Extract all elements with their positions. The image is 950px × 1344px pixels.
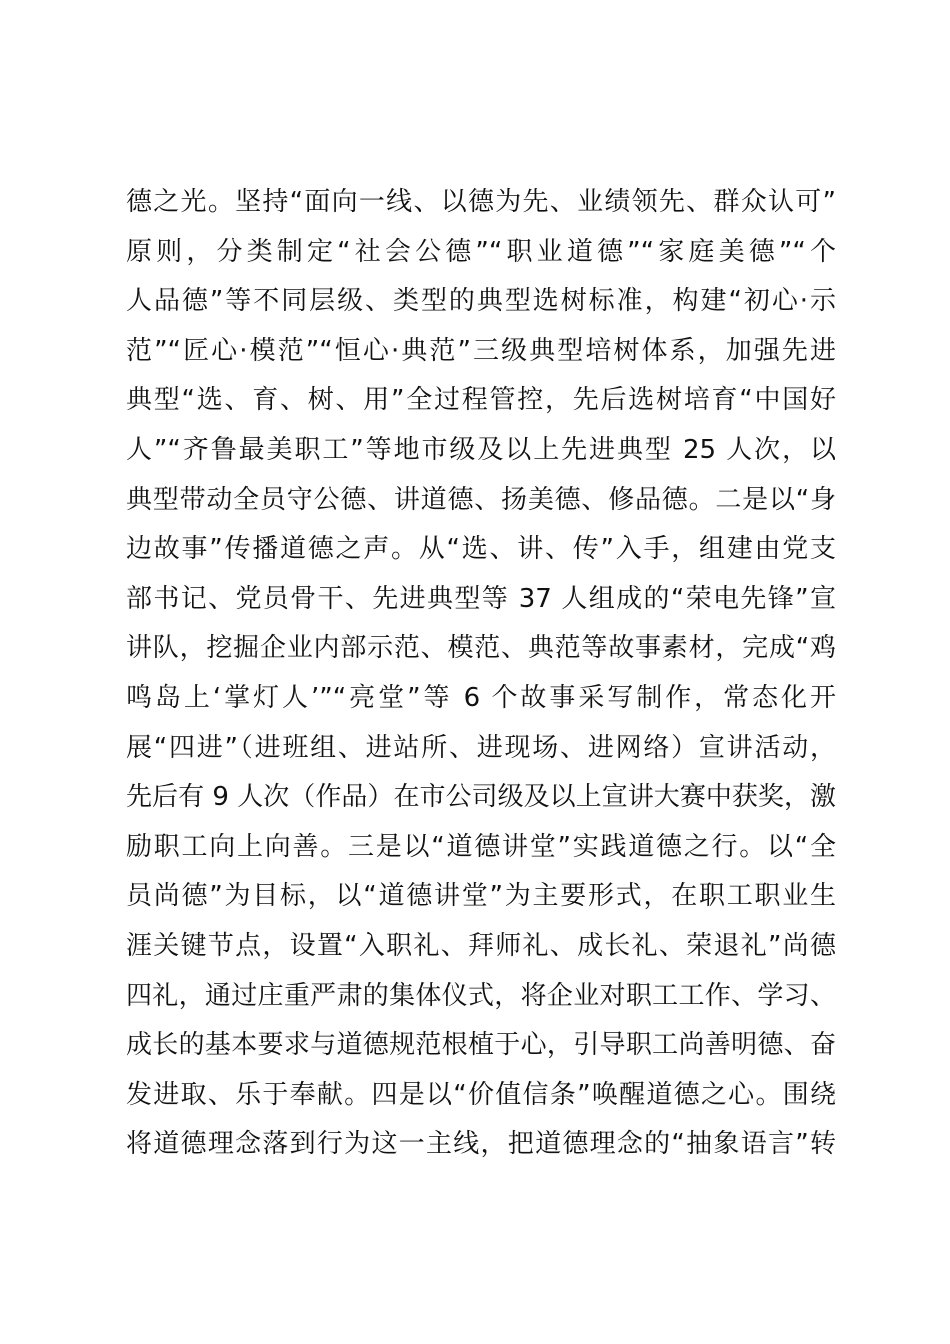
- text-line: 讲队，挖掘企业内部示范、模范、典范等故事素材，完成“鸡: [126, 633, 836, 664]
- text-line: 员尚德”为目标，以“道德讲堂”为主要形式，在职工职业生: [126, 881, 836, 912]
- text-line: 成长的基本要求与道德规范根植于心，引导职工尚善明德、奋: [126, 1030, 836, 1061]
- text-line: 部书记、党员骨干、先进典型等 37 人组成的“荣电先锋”宣: [126, 583, 836, 614]
- text-line: 人”“齐鲁最美职工”等地市级及以上先进典型 25 人次，以: [126, 434, 836, 465]
- text-line: 人品德”等不同层级、类型的典型选树标准，构建“初心·示: [126, 286, 836, 317]
- body-paragraph: [126, 178, 836, 1170]
- text-line: 涯关键节点，设置“入职礼、拜师礼、成长礼、荣退礼”尚德: [126, 930, 836, 961]
- text-line: 展“四进”（进班组、进站所、进现场、进网络）宣讲活动，: [126, 732, 836, 763]
- text-line: 边故事”传播道德之声。从“选、讲、传”入手，组建由党支: [126, 534, 836, 565]
- text-line: 典型“选、育、树、用”全过程管控，先后选树培育“中国好: [126, 385, 836, 416]
- text-line: 先后有 9 人次（作品）在市公司级及以上宣讲大赛中获奖，激: [126, 782, 836, 813]
- text-line: 典型带动全员守公德、讲道德、扬美德、修品德。二是以“身: [126, 484, 836, 515]
- text-line: 鸣岛上‘掌灯人’”“亮堂”等 6 个故事采写制作，常态化开: [126, 682, 836, 713]
- text-line: 四礼，通过庄重严肃的集体仪式，将企业对职工工作、学习、: [126, 980, 836, 1011]
- text-line: 范”“匠心·模范”“恒心·典范”三级典型培树体系，加强先进: [126, 335, 836, 366]
- text-line: 原则，分类制定“社会公德”“职业道德”“家庭美德”“个: [126, 236, 836, 267]
- text-line: 励职工向上向善。三是以“道德讲堂”实践道德之行。以“全: [126, 831, 836, 862]
- text-line: 将道德理念落到行为这一主线，把道德理念的“抽象语言”转: [126, 1129, 836, 1160]
- text-line: 发进取、乐于奉献。四是以“价值信条”唤醒道德之心。围绕: [126, 1079, 836, 1110]
- text-line: 德之光。坚持“面向一线、以德为先、业绩领先、群众认可”: [126, 187, 836, 217]
